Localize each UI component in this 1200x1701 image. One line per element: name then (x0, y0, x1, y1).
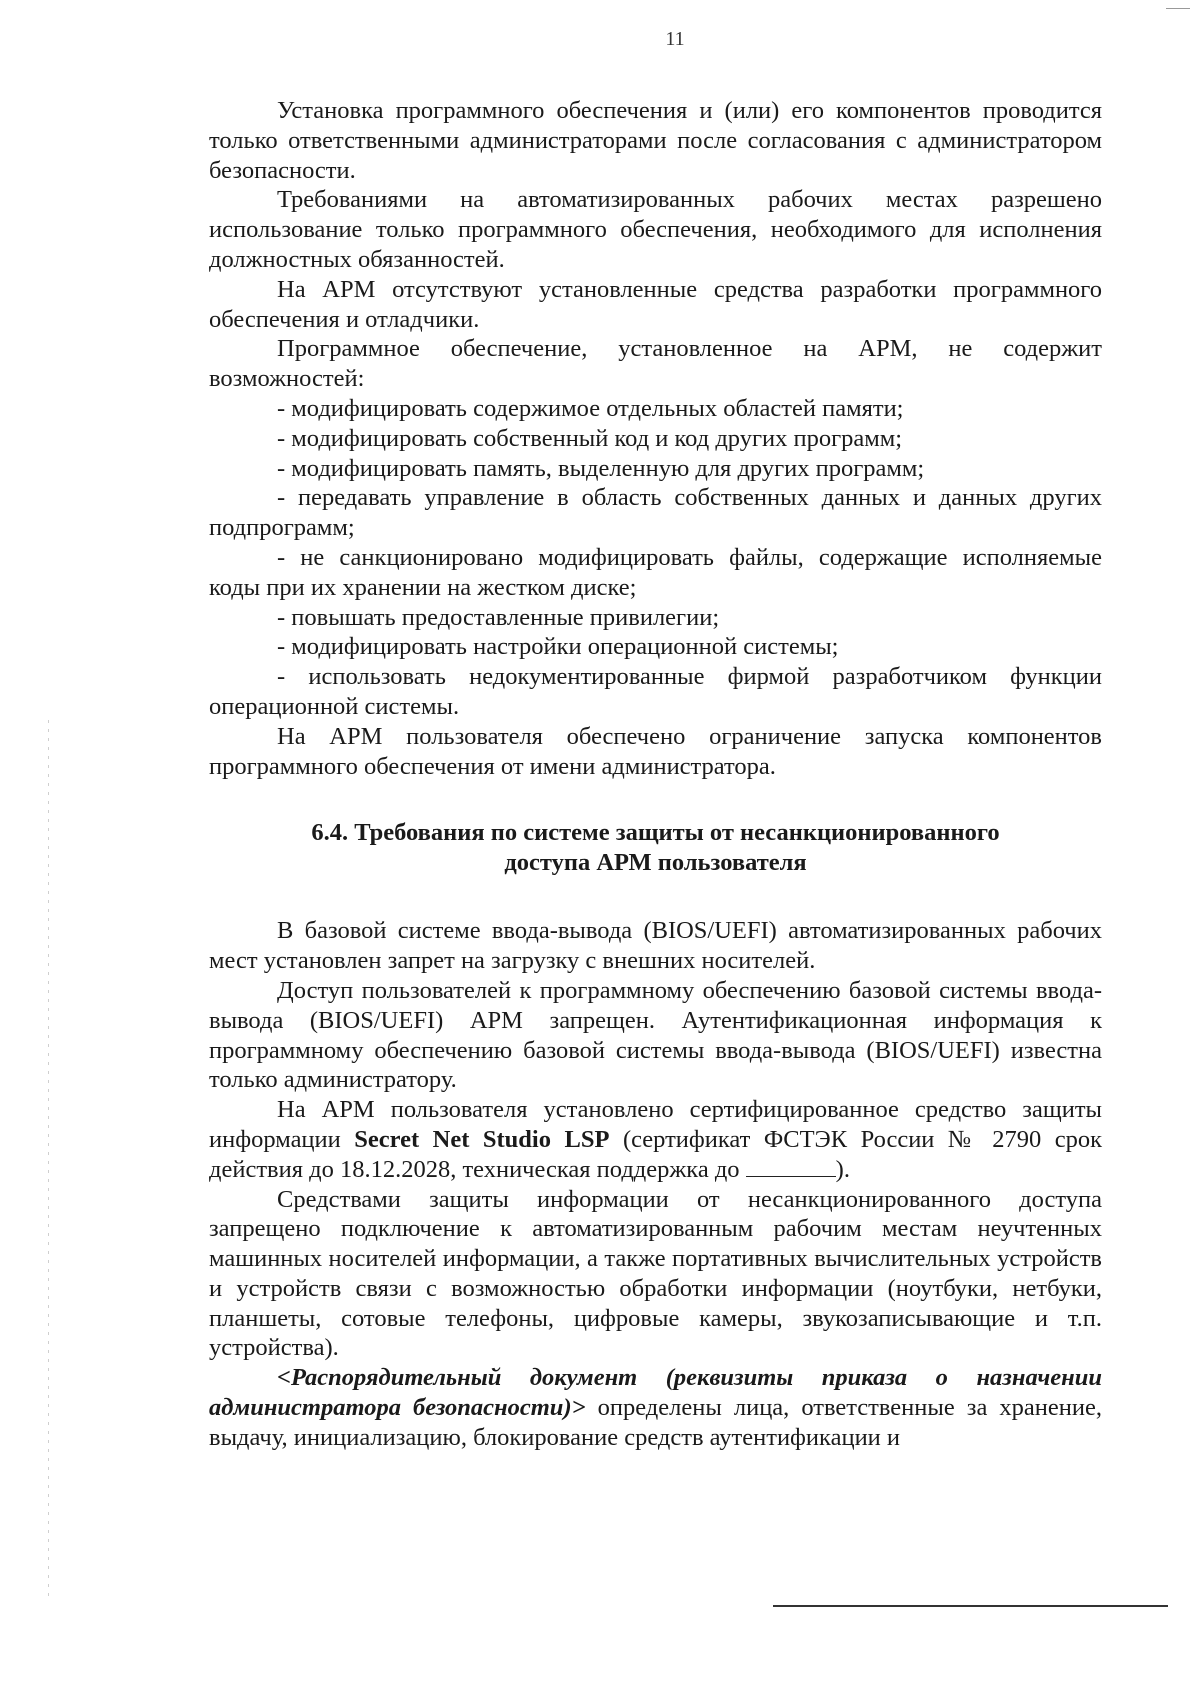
scan-mark (1166, 8, 1190, 9)
paragraph-certificate (209, 1095, 1102, 1184)
blank-fill-line (746, 1156, 836, 1177)
paragraph: На АРМ пользователя обеспечено ограничение запуска компонентов программного обеспечения от имени администратора. (209, 722, 1102, 780)
paragraph: Доступ пользователей к программному обеспечению базовой системы ввода-вывода (BIOS/UEFI) АРМ запрещен. Аутентификационная информация к программному обеспечению базовой системы ввода-вывода (BIOS/UEFI) известна только администратору. (209, 976, 1102, 1094)
paragraph: Программное обеспечение, установленное на АРМ, не содержит возможностей: (209, 335, 1102, 393)
text-run: На АРМ пользователя установлено сертифицированное средство защиты информации (209, 1096, 1102, 1153)
list-item: - модифицировать настройки операционной системы; (277, 633, 839, 661)
bottom-rule (773, 1605, 1168, 1607)
section-heading-line: 6.4. Требования по системе защиты от несанкционированного (311, 819, 1000, 847)
list-item: - использовать недокументированные фирмой разработчиком функции операционной системы. (209, 663, 1102, 720)
list-item: - повышать предоставленные привилегии; (277, 603, 720, 631)
section-heading-line: доступа АРМ пользователя (504, 849, 807, 877)
list-item: - модифицировать содержимое отдельных областей памяти; (277, 394, 904, 422)
paragraph: Средствами защиты информации от несанкционированного доступа запрещено подключение к автоматизированным рабочим местам неучтенных машинных носителей информации, а также портативных вычислительных устройств и устройств связи с возможностью обработки информации (ноутбуки, нетбуки, планшеты, сотовые телефоны, цифровые камеры, звукозаписывающие и т.п. устройства). (209, 1185, 1102, 1362)
document-body (209, 96, 1102, 1453)
list-item: - модифицировать собственный код и код других программ; (277, 424, 903, 452)
placeholder-reference: <Распорядительный документ (реквизиты приказа о назначении администратора безопасности)> (209, 1364, 1102, 1422)
list-item: - передавать управление в область собственных данных и данных других подпрограмм; (209, 484, 1102, 542)
page-number: 11 (665, 28, 685, 50)
paragraph: На АРМ отсутствуют установленные средства разработки программного обеспечения и отладчики. (209, 275, 1102, 333)
paragraph: Установка программного обеспечения и (или) его компонентов проводится только ответственными администраторами после согласования с администратором безопасности. (209, 97, 1102, 184)
text-run: (сертификат ФСТЭК России № 2790 срок действия до 18.12.2028, техническая поддержка до (209, 1125, 1102, 1183)
list-item: - не санкционировано модифицировать файлы, содержащие исполняемые коды при их хранении на жестком диске; (209, 543, 1102, 601)
paragraph-order (209, 1363, 1102, 1452)
paragraph: Требованиями на автоматизированных рабочих местах разрешено использование только программного обеспечения, необходимого для исполнения должностных обязанностей. (209, 186, 1102, 273)
paragraph: В базовой системе ввода-вывода (BIOS/UEFI) автоматизированных рабочих мест установлен запрет на загрузку с внешних носителей. (209, 917, 1102, 975)
section-heading (209, 818, 1102, 878)
scan-edge-artifact (48, 720, 49, 1600)
text-run: ). (835, 1155, 850, 1183)
product-name: Secret Net Studio LSP (354, 1125, 610, 1153)
list-item: - модифицировать память, выделенную для других программ; (277, 454, 925, 482)
text-run: определены лица, ответственные за хранение, выдачу, инициализацию, блокирование средств аутентификации и (209, 1394, 1102, 1451)
